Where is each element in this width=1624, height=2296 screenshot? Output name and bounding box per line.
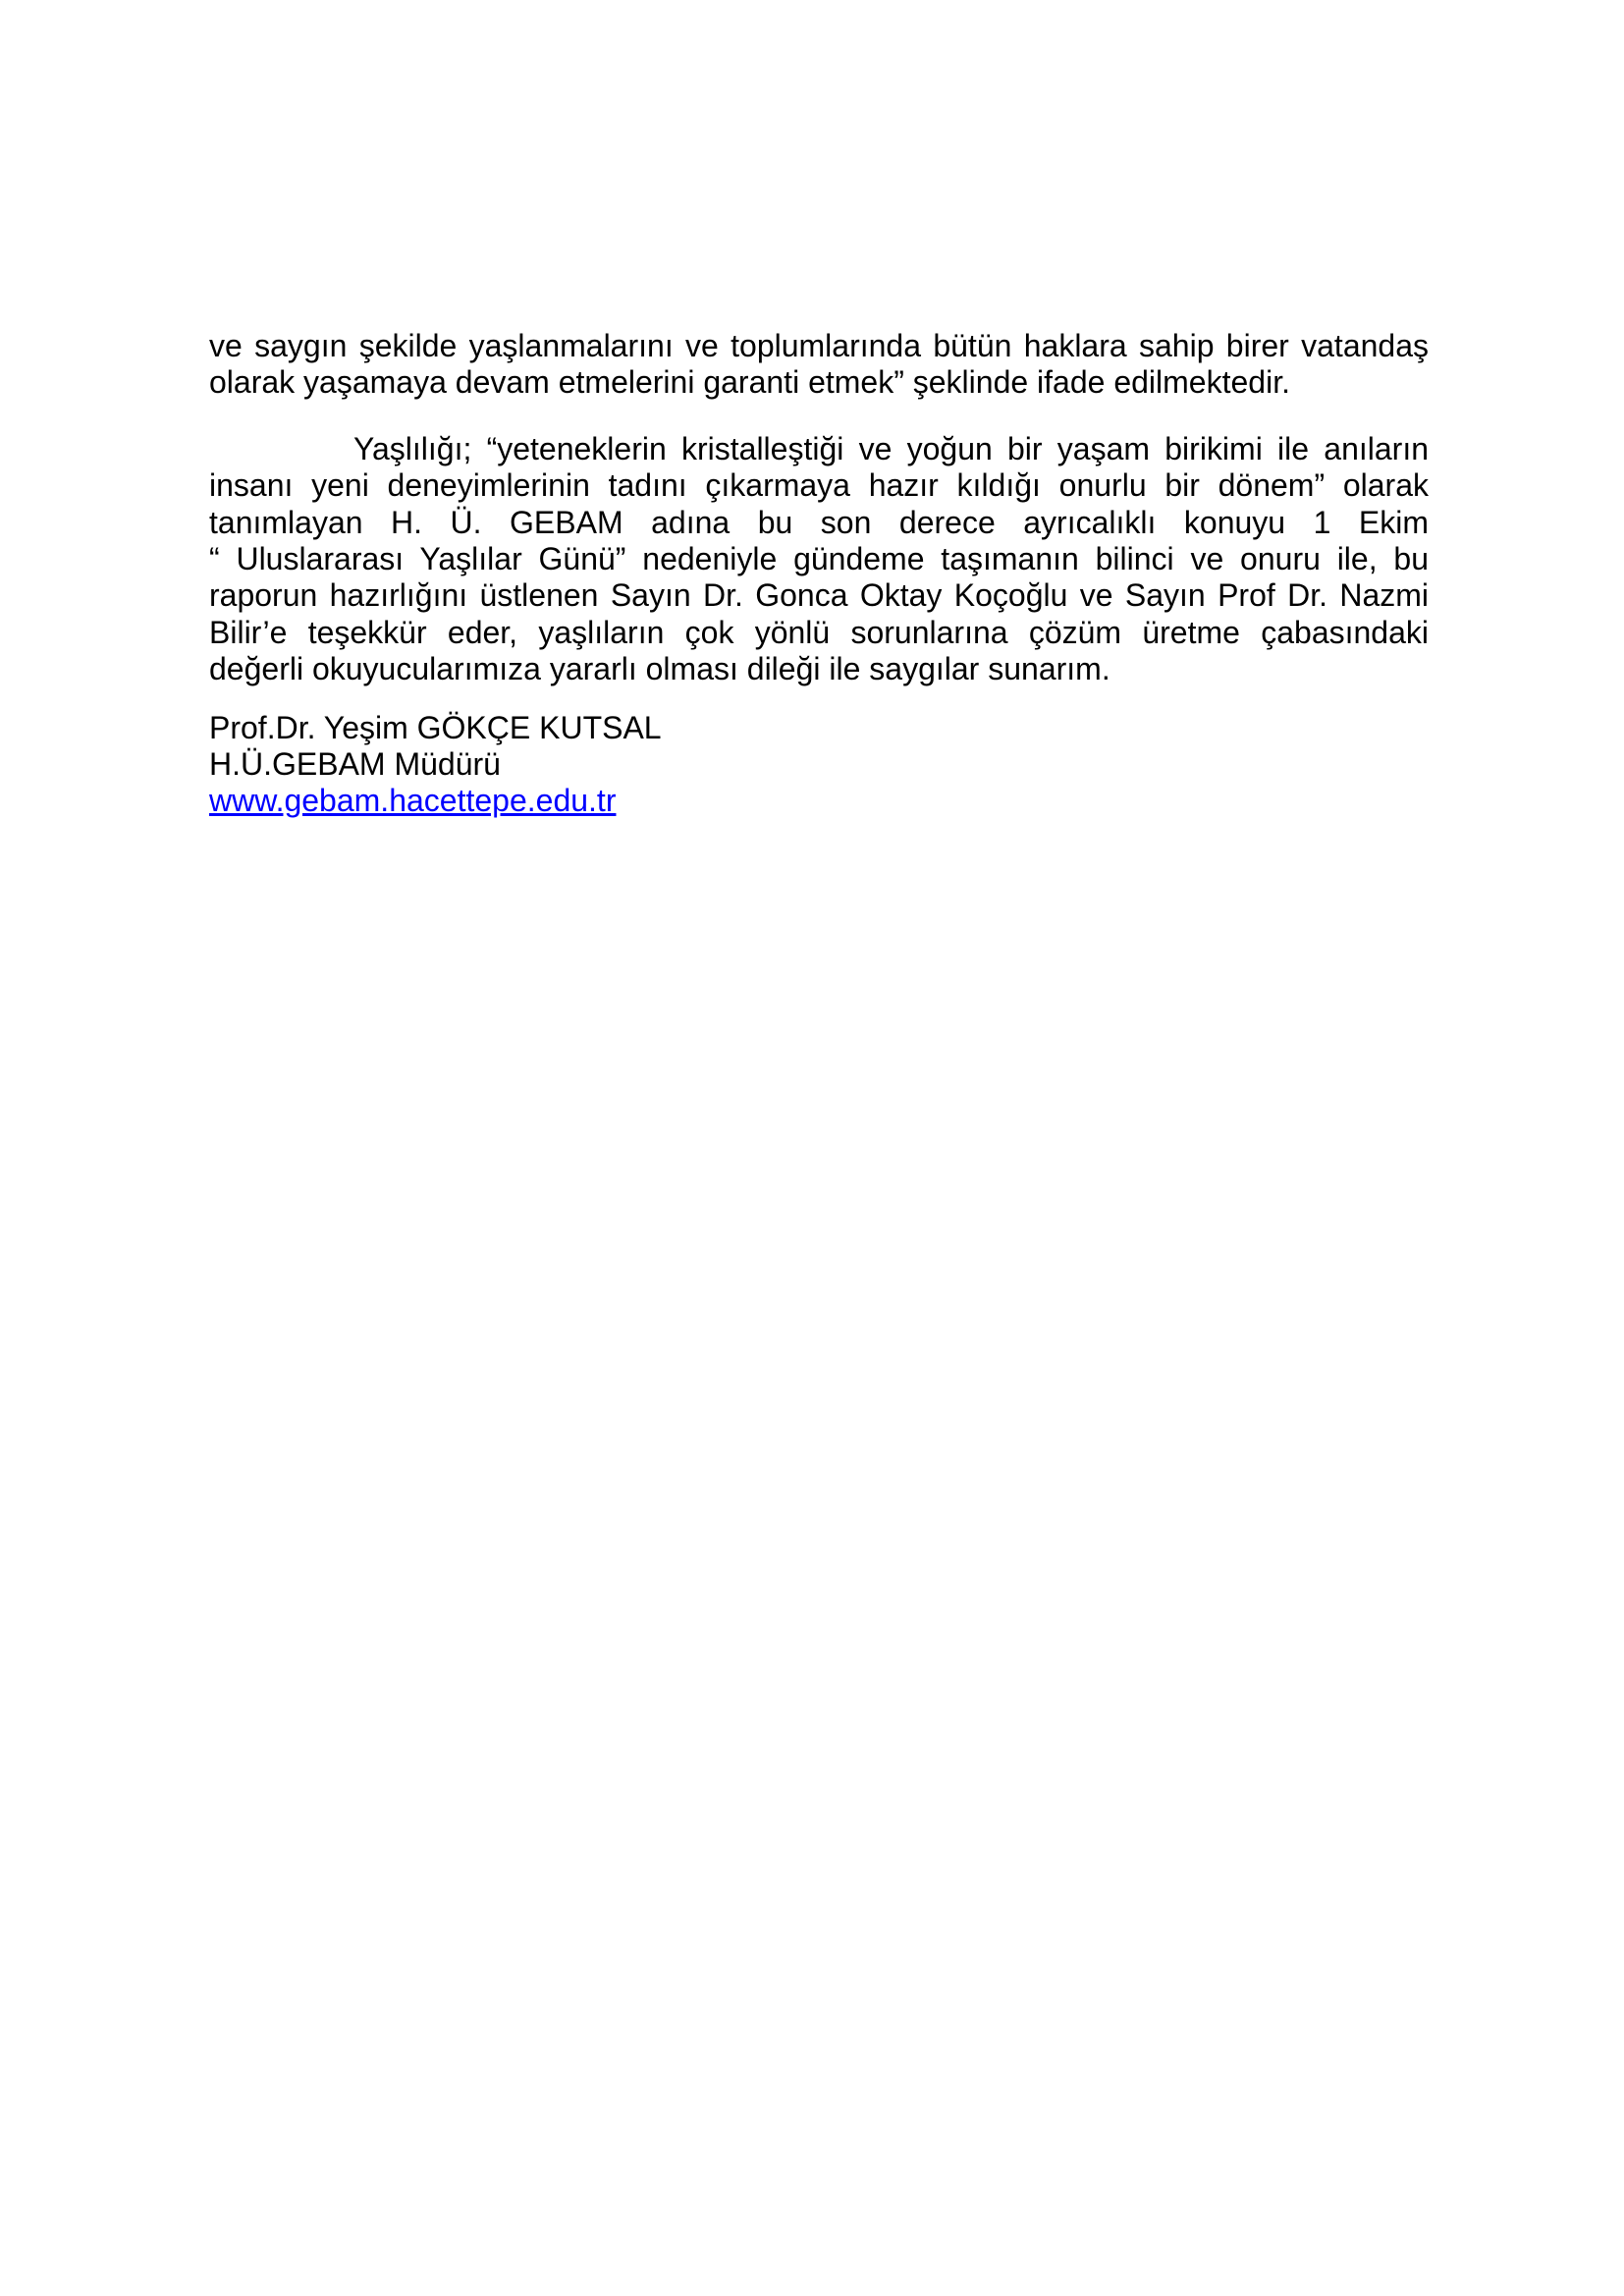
text-line: Bilir’e teşekkür eder, yaşlıların çok yönlü sorunlarına çözüm üretme çabasındaki: [209, 614, 1429, 650]
paragraph-yaslilik: [209, 431, 1429, 688]
signature-title: H.Ü.GEBAM Müdürü: [209, 745, 501, 782]
text-line: raporun hazırlığını üstlenen Sayın Dr. Gonca Oktay Koçoğlu ve Sayın Prof Dr. Nazmi: [209, 577, 1429, 614]
document-text-block: [209, 328, 1429, 820]
text-line: Yaşlılığı; “yeteneklerin kristalleştiği ve yoğun bir yaşam birikimi ile anıların: [353, 430, 1429, 466]
text-line: olarak yaşamaya devam etmelerini garanti etmek” şeklinde ifade edilmektedir.: [209, 364, 1290, 401]
text-line: tanımlayan H. Ü. GEBAM adına bu son derece ayrıcalıklı konuyu 1 Ekim: [209, 504, 1429, 540]
signature-name: Prof.Dr. Yeşim GÖKÇE KUTSAL: [209, 709, 662, 745]
text-line: “ Uluslararası Yaşlılar Günü” nedeniyle gündeme taşımanın bilinci ve onuru ile, bu: [209, 540, 1429, 576]
website-link[interactable]: www.gebam.hacettepe.edu.tr: [209, 783, 617, 819]
paragraph-intro-closing: [209, 328, 1429, 402]
signature-block: [209, 710, 1429, 820]
text-line: değerli okuyucularımıza yararlı olması dileği ile saygılar sunarım.: [209, 651, 1110, 687]
text-line: ve saygın şekilde yaşlanmalarını ve toplumlarında bütün haklara sahip birer vatandaş: [209, 328, 1429, 363]
signature-website-line: [209, 783, 1429, 819]
text-line: insanı yeni deneyimlerinin tadını çıkarmaya hazır kıldığı onurlu bir dönem” olarak: [209, 467, 1429, 504]
